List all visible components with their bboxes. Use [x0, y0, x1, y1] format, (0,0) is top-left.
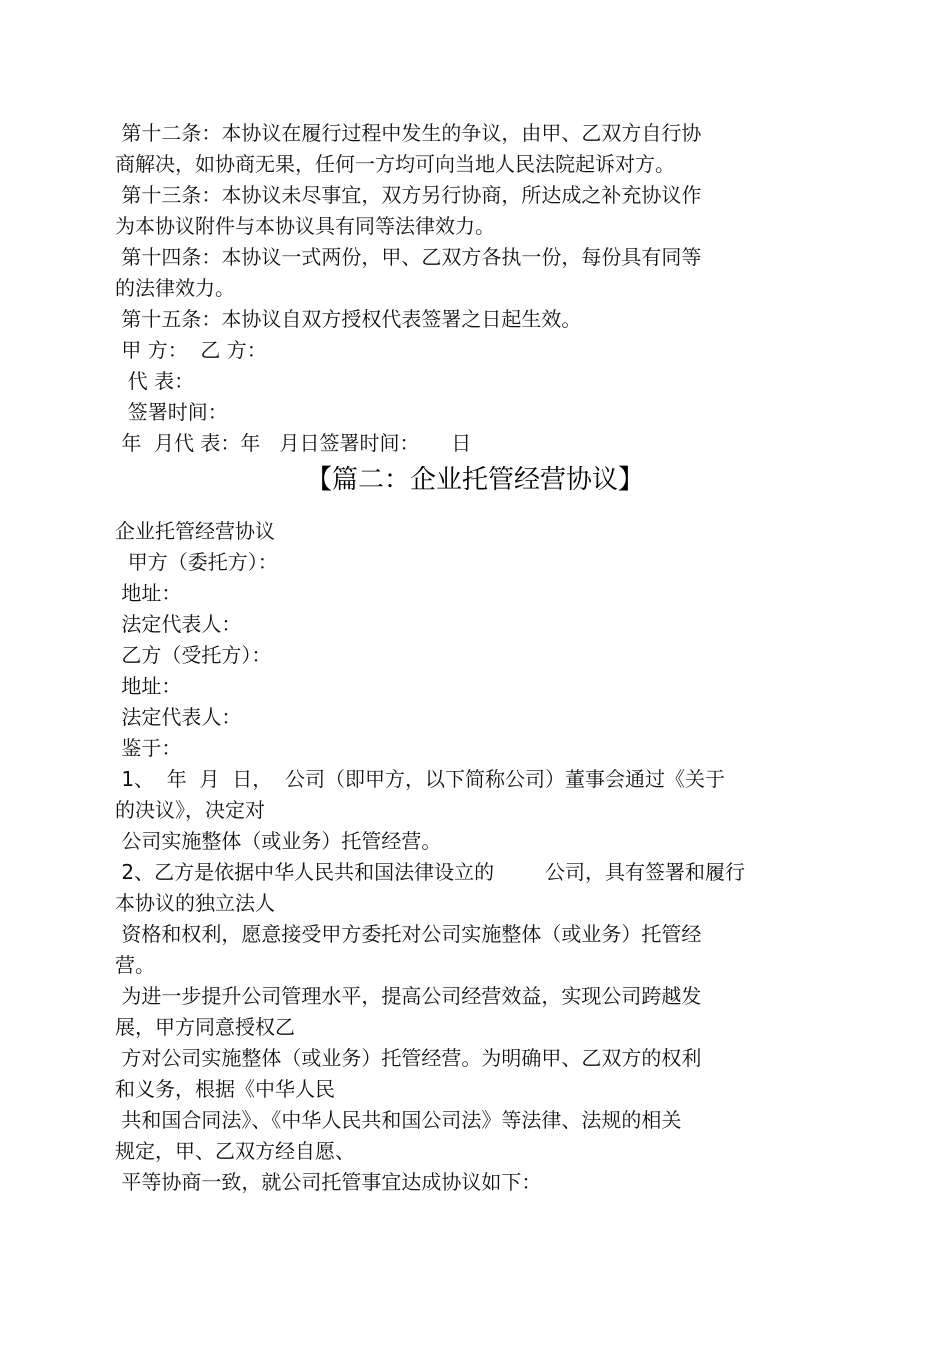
text-line: 2、乙方是依据中华人民共和国法律设立的 公司，具有签署和履行	[115, 860, 745, 884]
text-line: 鉴于：	[115, 736, 182, 760]
text-line: 资格和权利，愿意接受甲方委托对公司实施整体（或业务）托管经	[115, 922, 702, 946]
text-line: 甲方（委托方）：	[115, 550, 278, 574]
text-line: 法定代表人：	[115, 705, 242, 729]
text-line: 法定代表人：	[115, 612, 242, 636]
text-line: 为本协议附件与本协议具有同等法律效力。	[115, 214, 495, 238]
text-line: 第十三条：本协议未尽事宜，双方另行协商，所达成之补充协议作	[115, 183, 702, 207]
section-one-text	[115, 118, 795, 459]
text-line: 公司实施整体（或业务）托管经营。	[115, 829, 442, 853]
text-line: 展，甲方同意授权乙	[115, 1015, 295, 1039]
text-line: 共和国合同法》、《中华人民共和国公司法》等法律、法规的相关	[115, 1108, 682, 1132]
text-line: 和义务，根据《中华人民	[115, 1077, 335, 1101]
text-line: 第十五条：本协议自双方授权代表签署之日起生效。	[115, 307, 582, 331]
text-line: 地址：	[115, 581, 182, 605]
text-line: 营。	[115, 953, 155, 977]
text-line: 规定，甲、乙双方经自愿、	[115, 1139, 355, 1163]
text-line: 平等协商一致，就公司托管事宜达成协议如下：	[115, 1170, 542, 1194]
text-line: 为进一步提升公司管理水平，提高公司经营效益，实现公司跨越发	[115, 984, 702, 1008]
text-line: 签署时间：	[115, 400, 228, 424]
text-line: 年 月代 表：年 月日签署时间： 日	[115, 431, 472, 455]
text-line: 企业托管经营协议	[115, 519, 275, 543]
text-line: 商解决，如协商无果，任何一方均可向当地人民法院起诉对方。	[115, 152, 675, 176]
text-line: 第十四条：本协议一式两份，甲、乙双方各执一份，每份具有同等	[115, 245, 702, 269]
text-line: 的决议》，决定对	[115, 798, 265, 822]
text-line: 乙方（受托方）：	[115, 643, 272, 667]
text-line: 的法律效力。	[115, 276, 235, 300]
section-two-text	[115, 516, 795, 1198]
text-line: 方对公司实施整体（或业务）托管经营。为明确甲、乙双方的权利	[115, 1046, 702, 1070]
text-line: 本协议的独立法人	[115, 891, 275, 915]
text-line: 代 表：	[115, 369, 195, 393]
section-heading: 【篇二：企业托管经营协议】	[305, 465, 644, 495]
text-line: 地址：	[115, 674, 182, 698]
text-line: 1、 年 月 日， 公司（即甲方，以下简称公司）董事会通过《关于	[115, 767, 725, 791]
text-line: 第十二条：本协议在履行过程中发生的争议，由甲、乙双方自行协	[115, 121, 702, 145]
text-line: 甲 方： 乙 方：	[115, 338, 267, 362]
